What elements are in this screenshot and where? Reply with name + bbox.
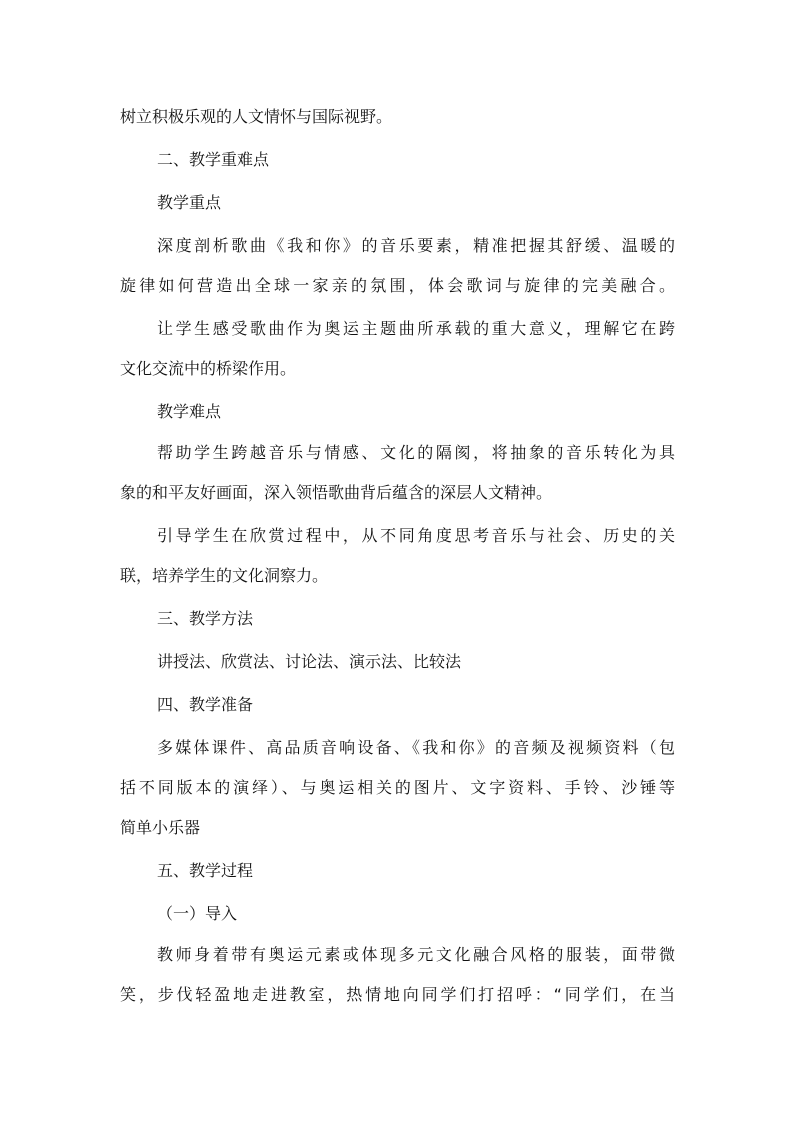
paragraph-line: 多媒体课件、高品质音响设备、《我和你》的音频及视频资料（包 bbox=[157, 738, 675, 757]
paragraph-line: 深度剖析歌曲《我和你》的音乐要素，精准把握其舒缓、温暖的 bbox=[157, 236, 675, 255]
paragraph-line: 树立积极乐观的人文情怀与国际视野。 bbox=[120, 107, 393, 126]
paragraph-line: 笑，步伐轻盈地走进教室，热情地向同学们打招呼：“同学们，在当 bbox=[120, 985, 675, 1004]
paragraph-line: 文化交流中的桥梁作用。 bbox=[120, 359, 297, 378]
paragraph-line: 讲授法、欣赏法、讨论法、演示法、比较法 bbox=[157, 652, 462, 671]
paragraph-line: 教师身着带有奥运元素或体现多元文化融合风格的服装，面带微 bbox=[157, 945, 675, 964]
paragraph-line: 引导学生在欣赏过程中，从不同角度思考音乐与社会、历史的关 bbox=[157, 526, 675, 545]
section-heading: 二、教学重难点 bbox=[157, 150, 270, 169]
paragraph-line: 象的和平友好画面，深入领悟歌曲背后蕴含的深层人文精神。 bbox=[120, 483, 553, 502]
subsection-heading: （一）导入 bbox=[157, 904, 238, 923]
paragraph-line: 帮助学生跨越音乐与情感、文化的隔阂，将抽象的音乐转化为具 bbox=[157, 443, 675, 462]
section-heading: 五、教学过程 bbox=[157, 861, 254, 880]
subsection-heading: 教学难点 bbox=[157, 402, 222, 421]
subsection-heading: 教学重点 bbox=[157, 193, 222, 212]
section-heading: 三、教学方法 bbox=[157, 609, 254, 628]
paragraph-line: 旋律如何营造出全球一家亲的氛围，体会歌词与旋律的完美融合。 bbox=[120, 276, 675, 295]
paragraph-line: 让学生感受歌曲作为奥运主题曲所承载的重大意义，理解它在跨 bbox=[157, 319, 675, 338]
paragraph-line: 联，培养学生的文化洞察力。 bbox=[120, 566, 329, 585]
paragraph-line: 括不同版本的演绎）、与奥运相关的图片、文字资料、手铃、沙锤等 bbox=[120, 778, 675, 797]
section-heading: 四、教学准备 bbox=[157, 695, 254, 714]
paragraph-line: 简单小乐器 bbox=[120, 818, 201, 837]
